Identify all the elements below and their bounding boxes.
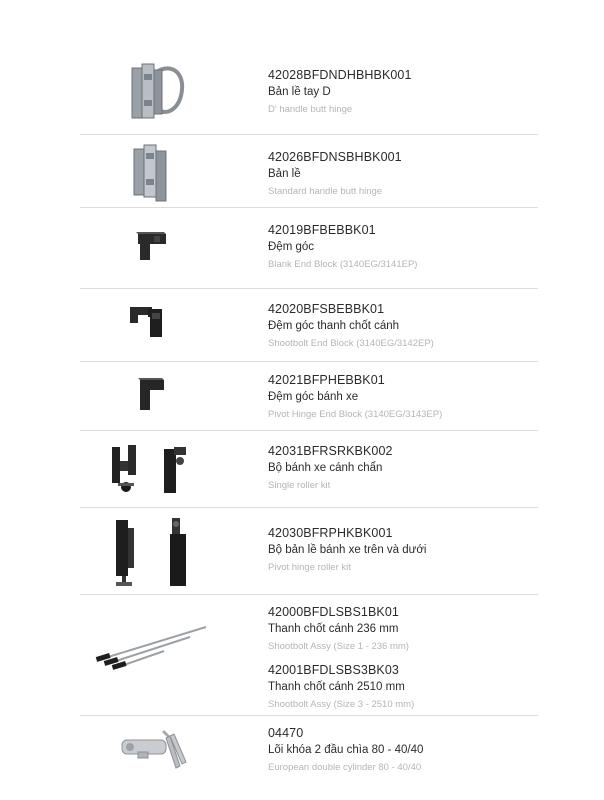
product-name: Bản lề tay D (268, 86, 331, 98)
product-row (80, 595, 538, 716)
product-name: Bộ bản lề bánh xe trên và dưới (268, 544, 427, 556)
product-image (80, 50, 250, 134)
end-block-icon (136, 228, 170, 262)
product-info (268, 444, 393, 492)
product-desc-2: Shootbolt Assy (Size 3 - 2510 mm) (268, 699, 415, 710)
product-info (268, 726, 423, 774)
product-row (80, 208, 538, 289)
product-image (80, 431, 250, 507)
euro-cylinder-icon (120, 726, 190, 772)
shootbolt-rods-icon (94, 625, 214, 675)
product-code: 42000BFDLSBS1BK01 (268, 605, 399, 619)
product-info (268, 526, 426, 574)
product-name: Đệm góc (268, 241, 315, 253)
product-image (80, 716, 250, 788)
product-row (80, 431, 538, 508)
product-desc: European double cylinder 80 - 40/40 (268, 762, 422, 773)
product-code: 42026BFDNSBHBK001 (268, 150, 402, 164)
single-roller-kit-icon (108, 439, 198, 499)
product-image (80, 362, 250, 430)
product-row (80, 50, 538, 135)
product-image (80, 595, 250, 715)
product-name: Đệm góc bánh xe (268, 391, 359, 403)
product-code-2: 42001BFDLSBS3BK03 (268, 663, 399, 677)
product-name: Lõi khóa 2 đầu chìa 80 - 40/40 (268, 744, 424, 756)
product-desc: Single roller kit (268, 480, 331, 491)
pivot-hinge-roller-kit-icon (108, 514, 198, 590)
product-info (268, 150, 402, 198)
product-name: Đệm góc thanh chốt cánh (268, 320, 400, 332)
product-code: 42021BFPHEBBK01 (268, 373, 385, 387)
product-desc: Pivot Hinge End Block (3140EG/3143EP) (268, 409, 443, 420)
product-row (80, 362, 538, 431)
product-desc: Pivot hinge roller kit (268, 562, 351, 573)
product-info (268, 373, 442, 421)
product-code: 42019BFBEBBK01 (268, 223, 376, 237)
product-image (80, 508, 250, 594)
product-image (80, 289, 250, 361)
product-code: 04470 (268, 726, 304, 740)
product-desc: D' handle butt hinge (268, 104, 353, 115)
product-image (80, 135, 250, 207)
product-code: 42031BFRSRKBK002 (268, 444, 393, 458)
product-name-2: Thanh chốt cánh 2510 mm (268, 681, 405, 693)
product-desc: Shootbolt Assy (Size 1 - 236 mm) (268, 641, 409, 652)
product-code: 42028BFDNDHBHBK001 (268, 68, 412, 82)
product-info (268, 302, 434, 350)
product-name: Bộ bánh xe cánh chẩn (268, 462, 383, 474)
standard-hinge-icon (132, 141, 172, 203)
product-info (268, 223, 417, 271)
product-desc: Standard handle butt hinge (268, 186, 383, 197)
product-desc: Blank End Block (3140EG/3141EP) (268, 259, 418, 270)
pivot-end-block-icon (136, 376, 170, 412)
d-handle-hinge-icon (128, 60, 188, 122)
product-row (80, 716, 538, 788)
product-code: 42020BFSBEBBK01 (268, 302, 385, 316)
product-desc: Shootbolt End Block (3140EG/3142EP) (268, 338, 434, 349)
product-info (268, 605, 414, 711)
product-image (80, 208, 250, 288)
product-name: Bản lề (268, 168, 301, 180)
product-row (80, 508, 538, 595)
product-row (80, 135, 538, 208)
product-name: Thanh chốt cánh 236 mm (268, 623, 399, 635)
product-info (268, 68, 412, 116)
shootbolt-end-block-icon (128, 303, 168, 339)
product-code: 42030BFRPHKBK001 (268, 526, 393, 540)
product-row (80, 289, 538, 362)
